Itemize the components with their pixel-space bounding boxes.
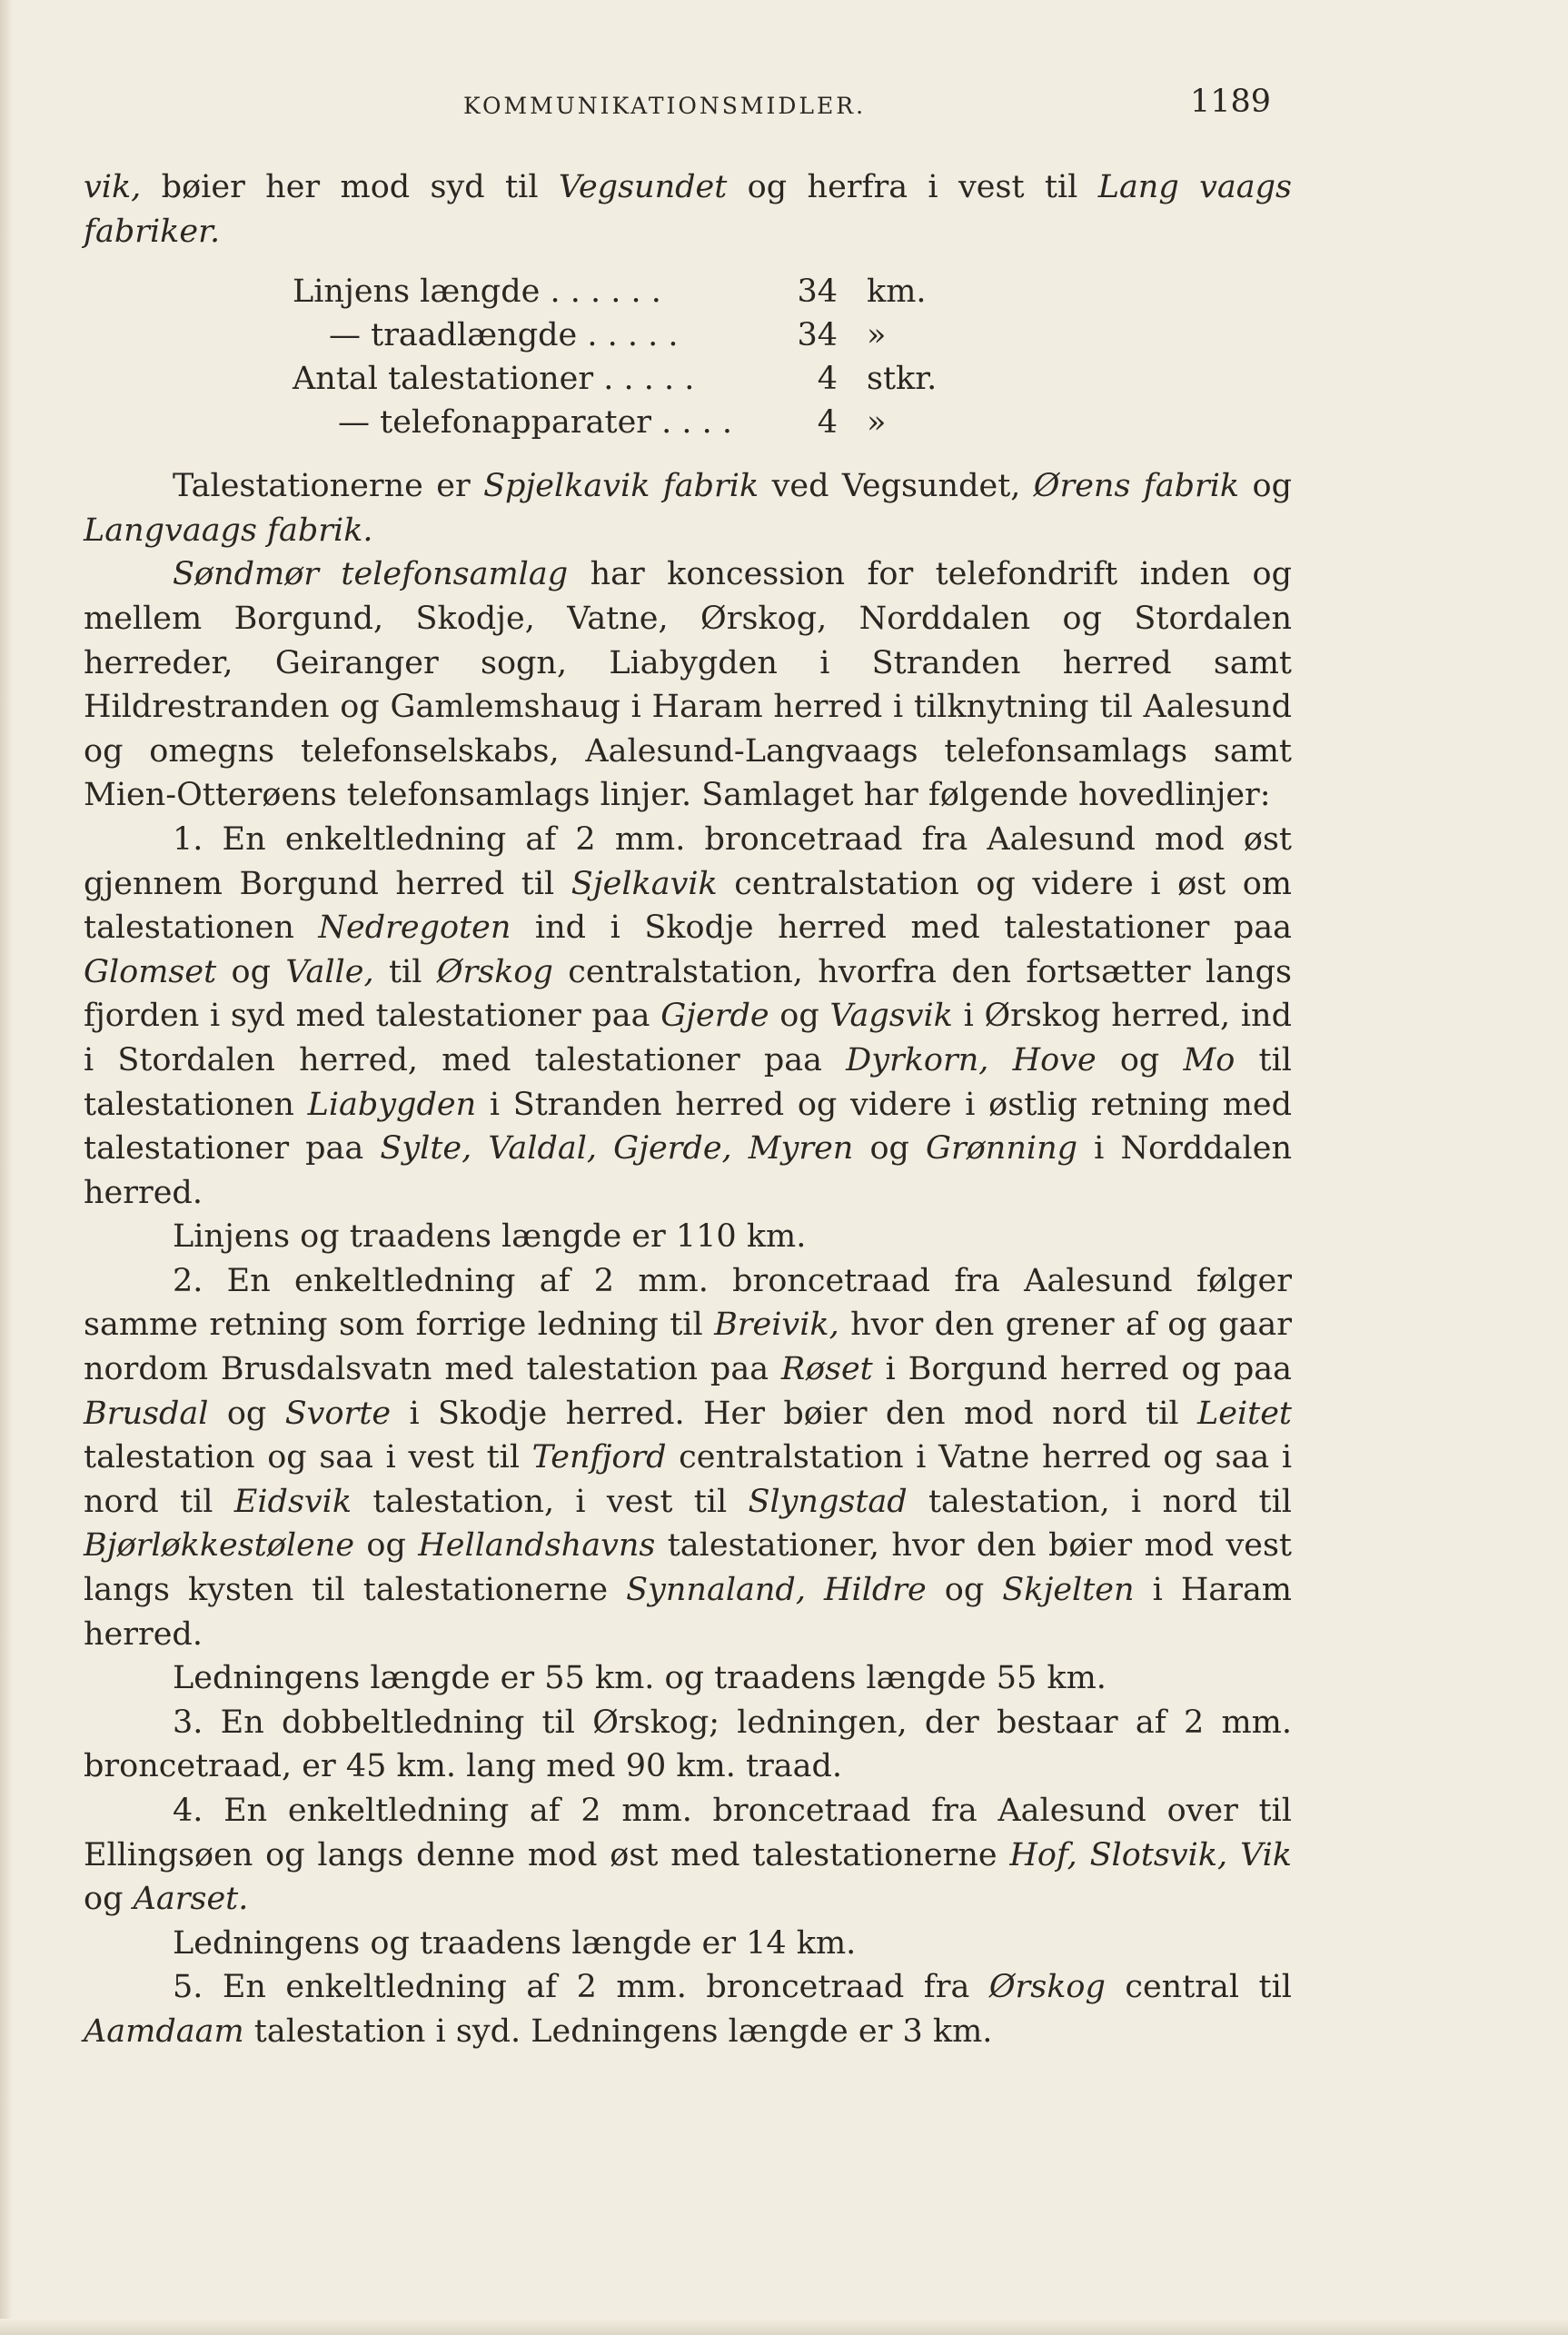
stat-unit: km. — [867, 273, 927, 311]
stat-value: 34 — [797, 273, 838, 311]
stat-value: 4 — [817, 361, 838, 398]
paragraph-line-2-length: Ledningens længde er 55 km. og traadens længde 55 km. — [173, 1660, 1107, 1697]
stat-unit: » — [867, 317, 887, 354]
page-edge-bottom — [0, 2319, 1568, 2335]
paragraph-line-3: 3. En dobbeltledning til Ørskog; ledningen, der bestaar af 2 mm. broncetraad, er 45 km. lang med 90 km. traad. — [84, 1704, 1292, 1785]
stat-label: Linjens længde . . . . . . — [293, 273, 661, 311]
paragraph-line-5: 5. En enkeltledning af 2 mm. broncetraad fra Ørskog central til Aamdaam talestation i syd. Ledningens længde er 3 km. — [84, 1969, 1292, 2050]
stat-unit: » — [867, 404, 887, 442]
paragraph-sondmor: Søndmør telefonsamlag har koncession for telefondrift inden og mellem Borgund, Skodje, Vatne, Ørskog, Norddalen og Stordalen herreder, Geiranger sogn, Liabygden i Stranden herred samt Hildrestranden og Gamlemshaug i Haram herred i tilknytning til Aalesund og omegns telefonselskabs, Aalesund-Langvaags telefonsamlags samt Mien-Otterøens telefonsamlags linjer. Samlaget har følgende hovedlinjer: — [84, 556, 1292, 814]
paragraph-line-1: 1. En enkeltledning af 2 mm. broncetraad fra Aalesund mod øst gjennem Borgund herred til Sjelkavik centralstation og videre i øst om talestationen Nedregoten ind i Skodje herred med talestationer paa Glomset og Valle, til Ørskog centralstation, hvorfra den fortsætter langs fjorden i syd med talestationer paa Gjerde og Vagsvik i Ørskog herred, ind i Stordalen herred, med talestationer paa Dyrkorn, Hove og Mo til talestationen Liabygden i Stranden herred og videre i østlig retning med talestationer paa Sylte, Valdal, Gjerde, Myren og Grønning i Norddalen herred. — [84, 820, 1293, 1211]
stat-label: Antal talestationer . . . . . — [293, 361, 695, 398]
paragraph-line-2: 2. En enkeltledning af 2 mm. broncetraad fra Aalesund følger samme retning som forrige ledning til Breivik, hvor den grener af og gaar nordom Brusdalsvatn med talestation paa Røset i Borgund herred og paa Brusdal og Svorte i Skodje herred. Her bøier den mod nord til Leitet talestation og saa i vest til Tenfjord centralstation i Vatne herred og saa i nord til Eidsvik talestation, i vest til Slyngstad talestation, i nord til Bjørløkkestølene og Hellandshavns talestationer, hvor den bøier mod vest langs kysten til talestationerne Synnaland, Hildre og Skjelten i Haram herred. — [84, 1262, 1293, 1653]
stat-value: 4 — [817, 404, 838, 442]
paragraph-line-4: 4. En enkeltledning af 2 mm. broncetraad fra Aalesund over til Ellingsøen og langs denne mod øst med talestationerne Hof, Slotsvik, Vik og Aarset. — [84, 1793, 1293, 1918]
stat-row — [293, 401, 1074, 444]
running-header — [0, 84, 1568, 129]
body-text — [84, 165, 1292, 2054]
stat-value: 34 — [797, 317, 838, 354]
page-edge-left — [0, 0, 13, 2335]
paragraph-line-1-length: Linjens og traadens længde er 110 km. — [173, 1218, 807, 1256]
paragraph-line-4-length: Ledningens og traadens længde er 14 km. — [173, 1924, 857, 1962]
paragraph-talestationer: Talestationerne er Spjelkavik fabrik ved Vegsundet, Ørens fabrik og Langvaags fabrik. — [84, 468, 1292, 549]
paragraph-intro: vik, bøier her mod syd til Vegsundet og herfra i vest til Lang vaags fabriker. — [84, 169, 1292, 250]
stat-unit: stkr. — [867, 361, 938, 398]
stat-row — [293, 270, 1074, 313]
stat-label: — telefonapparater . . . . — [338, 404, 733, 442]
running-title: KOMMUNIKATIONSMIDLER. — [463, 93, 867, 119]
stat-label: — traadlængde . . . . . — [329, 317, 679, 354]
line-statistics — [293, 270, 1074, 444]
stat-row — [293, 357, 1074, 401]
page-number: 1189 — [1190, 84, 1272, 120]
stat-row — [293, 313, 1074, 357]
